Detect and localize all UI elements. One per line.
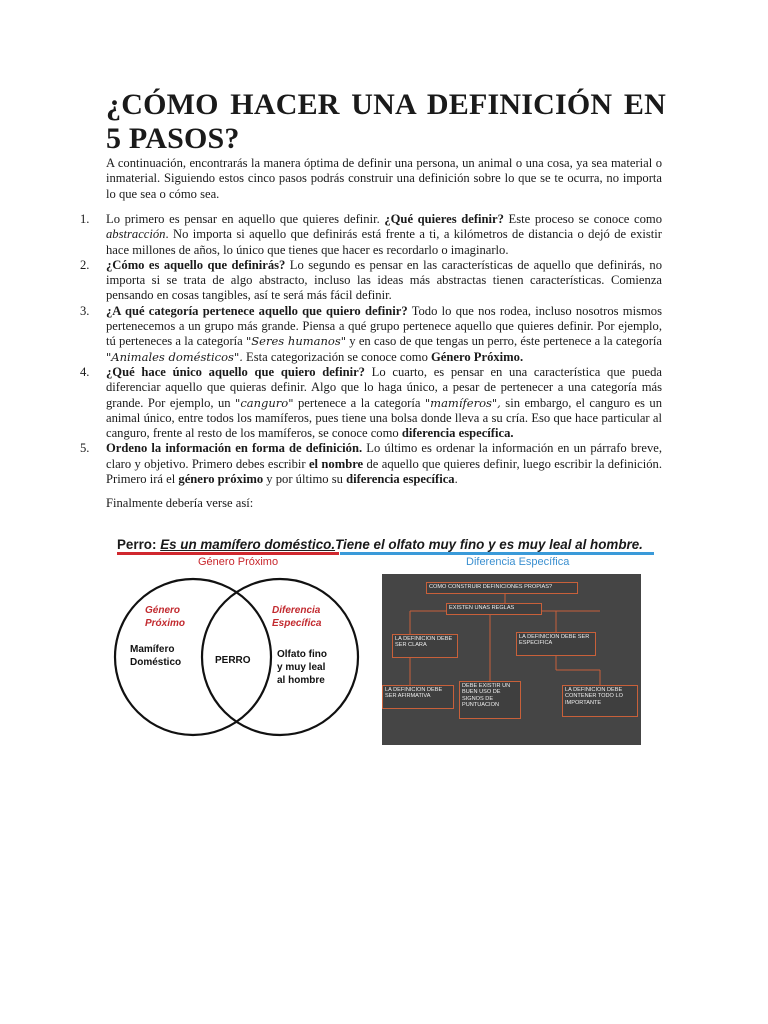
- step-text: Esta categorización se conoce como: [242, 349, 432, 364]
- step-text: Este proceso se conoce como: [503, 212, 662, 226]
- step-number: 2.: [80, 257, 90, 272]
- concept-rules-box: EXISTEN UNAS REGLAS: [446, 603, 542, 615]
- step-number: 3.: [80, 303, 90, 318]
- step-text: Todo lo que nos rodea, incluso nosotros mismos pertenecemos a un grupo más grande. Piensa a qué grupo pertenece aquello que quieres definir. Por ejemplo, tú perteneces a la categoría: [106, 303, 662, 349]
- step-text: de aquello que quieres definir, luego escribir la definición. Primero irá el: [106, 456, 662, 487]
- step-quoted-category: "Seres humanos": [246, 334, 347, 349]
- genus-subtitle: Género Próximo: [198, 556, 279, 568]
- step-number: 4.: [80, 364, 90, 379]
- concept-afirmativa-box: LA DEFINICION DEBE SER AFIRMATIVA: [382, 685, 454, 709]
- step-key-term: diferencia específica.: [401, 426, 514, 441]
- venn-right-body-1: Olfato fino: [277, 649, 327, 660]
- step-question: ¿A qué categoría pertenece aquello que quiero definir?: [106, 303, 408, 318]
- venn-right-title-2: Específica: [272, 618, 322, 629]
- caption-label: Perro:: [117, 537, 157, 552]
- venn-right-body-3: al hombre: [277, 675, 325, 686]
- venn-center-label: PERRO: [215, 655, 251, 666]
- venn-left-title-2: Próximo: [145, 618, 186, 629]
- concept-importante-box: LA DEFINICION DEBE CONTENER TODO LO IMPORTANTE: [562, 685, 638, 717]
- page-title: ¿CÓMO HACER UNA DEFINICIÓN EN 5 PASOS?: [106, 88, 666, 155]
- step-text: .: [454, 472, 458, 487]
- step-question: ¿Cómo es aquello que definirás?: [106, 257, 286, 272]
- step-text: Lo último es ordenar la información en un párrafo breve, claro y objetivo. Primero debes escribir: [106, 441, 662, 471]
- closing-line: Finalmente debería verse así:: [106, 496, 254, 510]
- venn-left-title-1: Género: [145, 605, 181, 616]
- step-question: Ordeno la información en forma de definición.: [106, 441, 363, 456]
- step-text: pertenece a la categoría: [293, 395, 425, 410]
- step-key-term: género próximo: [178, 472, 264, 487]
- step-quoted-category: "mamíferos",: [424, 395, 501, 410]
- difference-subtitle: Diferencia Específica: [466, 556, 570, 568]
- step-text: Lo primero es pensar en aquello que quieres definir.: [106, 212, 385, 226]
- venn-right-body-2: y muy leal: [277, 662, 326, 673]
- step-number: 5.: [80, 441, 90, 456]
- concept-especifica-box: LA DEFINICION DEBE SER ESPECIFICA: [516, 632, 596, 656]
- intro-paragraph: A continuación, encontrarás la manera óptima de definir una persona, un animal o una cosa, ya sea material o inmaterial. Siguiendo estos cinco pasos podrás construir una definición sobre lo que se te ocurra, no importa lo que sea o cómo sea.: [106, 156, 662, 201]
- step-text: . No importa si aquello que definirás está frente a ti, a kilómetros de distancia o dejó de existir hace millones de años, lo único que tienes que hacer es recordarlo o imaginarlo.: [106, 227, 662, 257]
- step-key-term: Género Próximo.: [431, 349, 524, 364]
- step-question: ¿Qué hace único aquello que quiero definir?: [106, 364, 365, 379]
- concept-root-box: COMO CONSTRUIR DEFINICIONES PROPIAS?: [426, 582, 578, 594]
- venn-right-title-1: Diferencia: [272, 605, 321, 616]
- step-key-term: diferencia específica: [346, 472, 455, 487]
- caption-difference: Tiene el olfato muy fino y es muy leal al hombre.: [335, 537, 643, 552]
- caption-genus: Es un mamífero doméstico.: [160, 537, 336, 552]
- step-text: Lo segundo es pensar en las características de aquello que definirás, no importa si se trata de algo abstracto, incluso las ideas más abstractas tienen características. Comienza pensando en cosas tangibles, así te será más fácil definir.: [106, 257, 662, 303]
- step-key-term: el nombre: [308, 456, 364, 471]
- venn-left-body-1: Mamífero: [130, 644, 175, 655]
- step-text: y en caso de que tengas un perro, éste pertenece a la categoría: [346, 334, 662, 349]
- step-text: sin embargo, el canguro es un animal único, entre todos los mamíferos, pues tiene una bolsa donde lleva a su cría. Eso que hace particular al canguro, frente al resto de los mamíferos, se conoce como: [106, 395, 662, 441]
- step-question: ¿Qué quieres definir?: [384, 212, 504, 226]
- step-number: 1.: [80, 212, 90, 226]
- concept-signos-box: DEBE EXISTIR UN BUEN USO DE SIGNOS DE PUNTUACION: [459, 681, 521, 719]
- step-quoted-category: "Animales domésticos".: [106, 349, 243, 364]
- venn-left-body-2: Doméstico: [130, 657, 182, 668]
- concept-clara-box: LA DEFINICION DEBE SER CLARA: [392, 634, 458, 658]
- step-quoted-category: "canguro": [235, 395, 294, 410]
- step-italic-term: abstracción: [106, 227, 166, 242]
- step-text: Lo cuarto, es pensar en una característica que pueda diferenciar aquello que quieras definir. Algo que lo haga único, a pesar de pertenecer a una categoría más grande. Por ejemplo, un: [106, 364, 662, 410]
- step-text: y por último su: [263, 472, 347, 487]
